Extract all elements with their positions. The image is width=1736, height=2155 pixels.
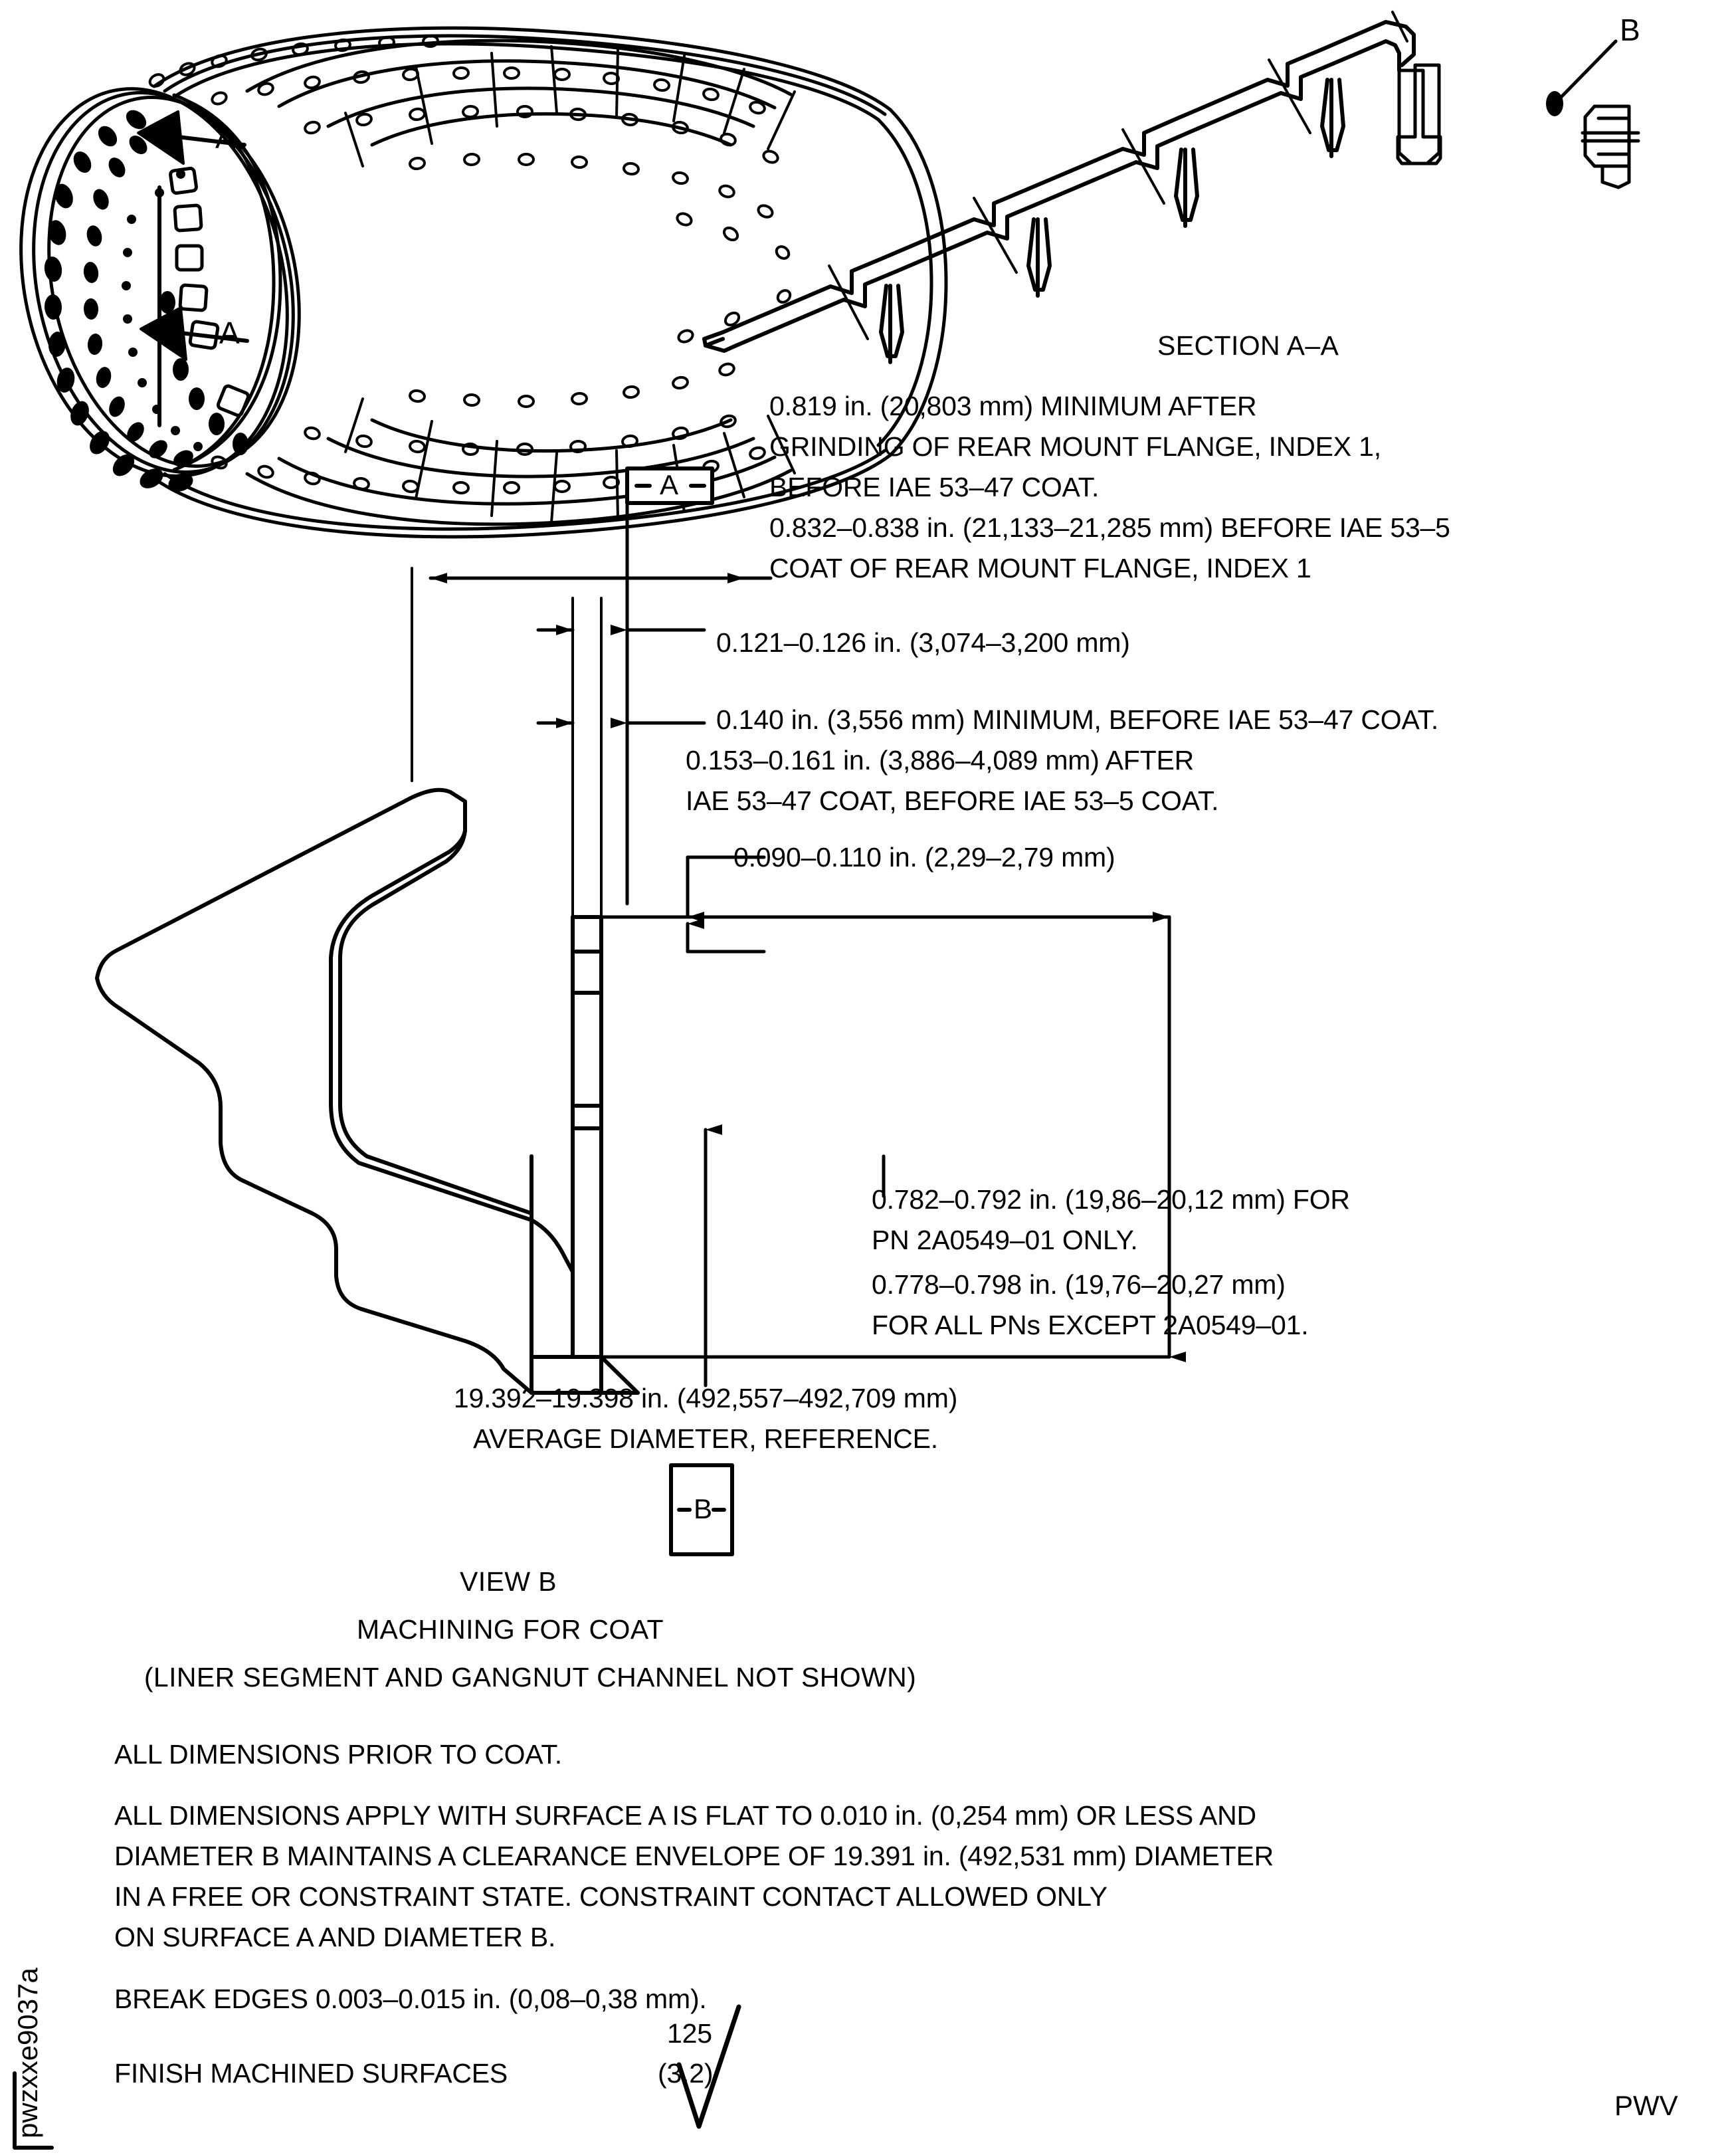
drawing-id-vertical: pwzxxe9037a xyxy=(12,1968,43,2138)
section-arrow-label-upper: A xyxy=(215,120,236,155)
dim-wall-2-line-2: 0.153–0.161 in. (3,886–4,089 mm) AFTER xyxy=(686,745,1195,775)
view-b-subtitle: MACHINING FOR COAT xyxy=(357,1614,664,1645)
dim-flange-thickness-line-1: 0.819 in. (20,803 mm) MINIMUM AFTER xyxy=(769,391,1257,421)
dim-flange-thickness-line-3: BEFORE IAE 53–47 COAT. xyxy=(769,472,1100,502)
view-b-title: VIEW B xyxy=(460,1566,557,1597)
finish-roughness-mm: (3,2) xyxy=(658,2058,714,2089)
dim-flange-thickness-line-5: COAT OF REAR MOUNT FLANGE, INDEX 1 xyxy=(769,553,1311,583)
dim-flange-thickness-line-4: 0.832–0.838 in. (21,133–21,285 mm) BEFORE IAE 53–5 xyxy=(769,512,1450,543)
dim-wall-2-line-3: IAE 53–47 COAT, BEFORE IAE 53–5 COAT. xyxy=(686,785,1219,816)
dim-wall-2-line-1: 0.140 in. (3,556 mm) MINIMUM, BEFORE IAE 53–47 COAT. xyxy=(716,704,1439,735)
view-b-note: (LINER SEGMENT AND GANGNUT CHANNEL NOT SHOWN) xyxy=(144,1662,917,1693)
datum-b-label: B xyxy=(694,1493,713,1524)
note-2-line-1: ALL DIMENSIONS APPLY WITH SURFACE A IS FLAT TO 0.010 in. (0,254 mm) OR LESS AND xyxy=(114,1800,1256,1831)
dim-land-width-line-3: 0.778–0.798 in. (19,76–20,27 mm) xyxy=(872,1269,1286,1300)
dim-land-width-line-4: FOR ALL PNs EXCEPT 2A0549–01. xyxy=(872,1310,1309,1340)
section-aa-title: SECTION A–A xyxy=(1157,330,1339,361)
dim-average-diameter-line-2: AVERAGE DIAMETER, REFERENCE. xyxy=(473,1423,938,1454)
dim-step-height: 0.090–0.110 in. (2,29–2,79 mm) xyxy=(733,842,1115,872)
dim-wall-1: 0.121–0.126 in. (3,074–3,200 mm) xyxy=(716,627,1130,658)
dim-average-diameter-line-1: 19.392–19.398 in. (492,557–492,709 mm) xyxy=(453,1383,958,1413)
note-2-line-4: ON SURFACE A AND DIAMETER B. xyxy=(114,1922,556,1952)
dim-land-width-line-1: 0.782–0.792 in. (19,86–20,12 mm) FOR xyxy=(872,1184,1350,1215)
section-arrow-label-lower: A xyxy=(219,316,240,350)
sheet-corner-code: PWV xyxy=(1614,2090,1678,2121)
section-aa-profile xyxy=(704,12,1638,362)
callout-b-label: B xyxy=(1620,13,1640,47)
note-1-line-1: ALL DIMENSIONS PRIOR TO COAT. xyxy=(114,1739,562,1770)
dim-flange-thickness-line-2: GRINDING OF REAR MOUNT FLANGE, INDEX 1, xyxy=(769,431,1381,462)
note-2-line-3: IN A FREE OR CONSTRAINT STATE. CONSTRAINT CONTACT ALLOWED ONLY xyxy=(114,1881,1108,1912)
note-3-line-1: BREAK EDGES 0.003–0.015 in. (0,08–0,38 mm). xyxy=(114,1984,707,2014)
note-2-line-2: DIAMETER B MAINTAINS A CLEARANCE ENVELOPE OF 19.391 in. (492,531 mm) DIAMETER xyxy=(114,1841,1274,1871)
dim-land-width-line-2: PN 2A0549–01 ONLY. xyxy=(872,1225,1138,1255)
datum-a-label: A xyxy=(660,469,679,500)
finish-machined-surfaces-label: FINISH MACHINED SURFACES xyxy=(114,2058,508,2089)
finish-roughness-inch: 125 xyxy=(667,2018,712,2049)
